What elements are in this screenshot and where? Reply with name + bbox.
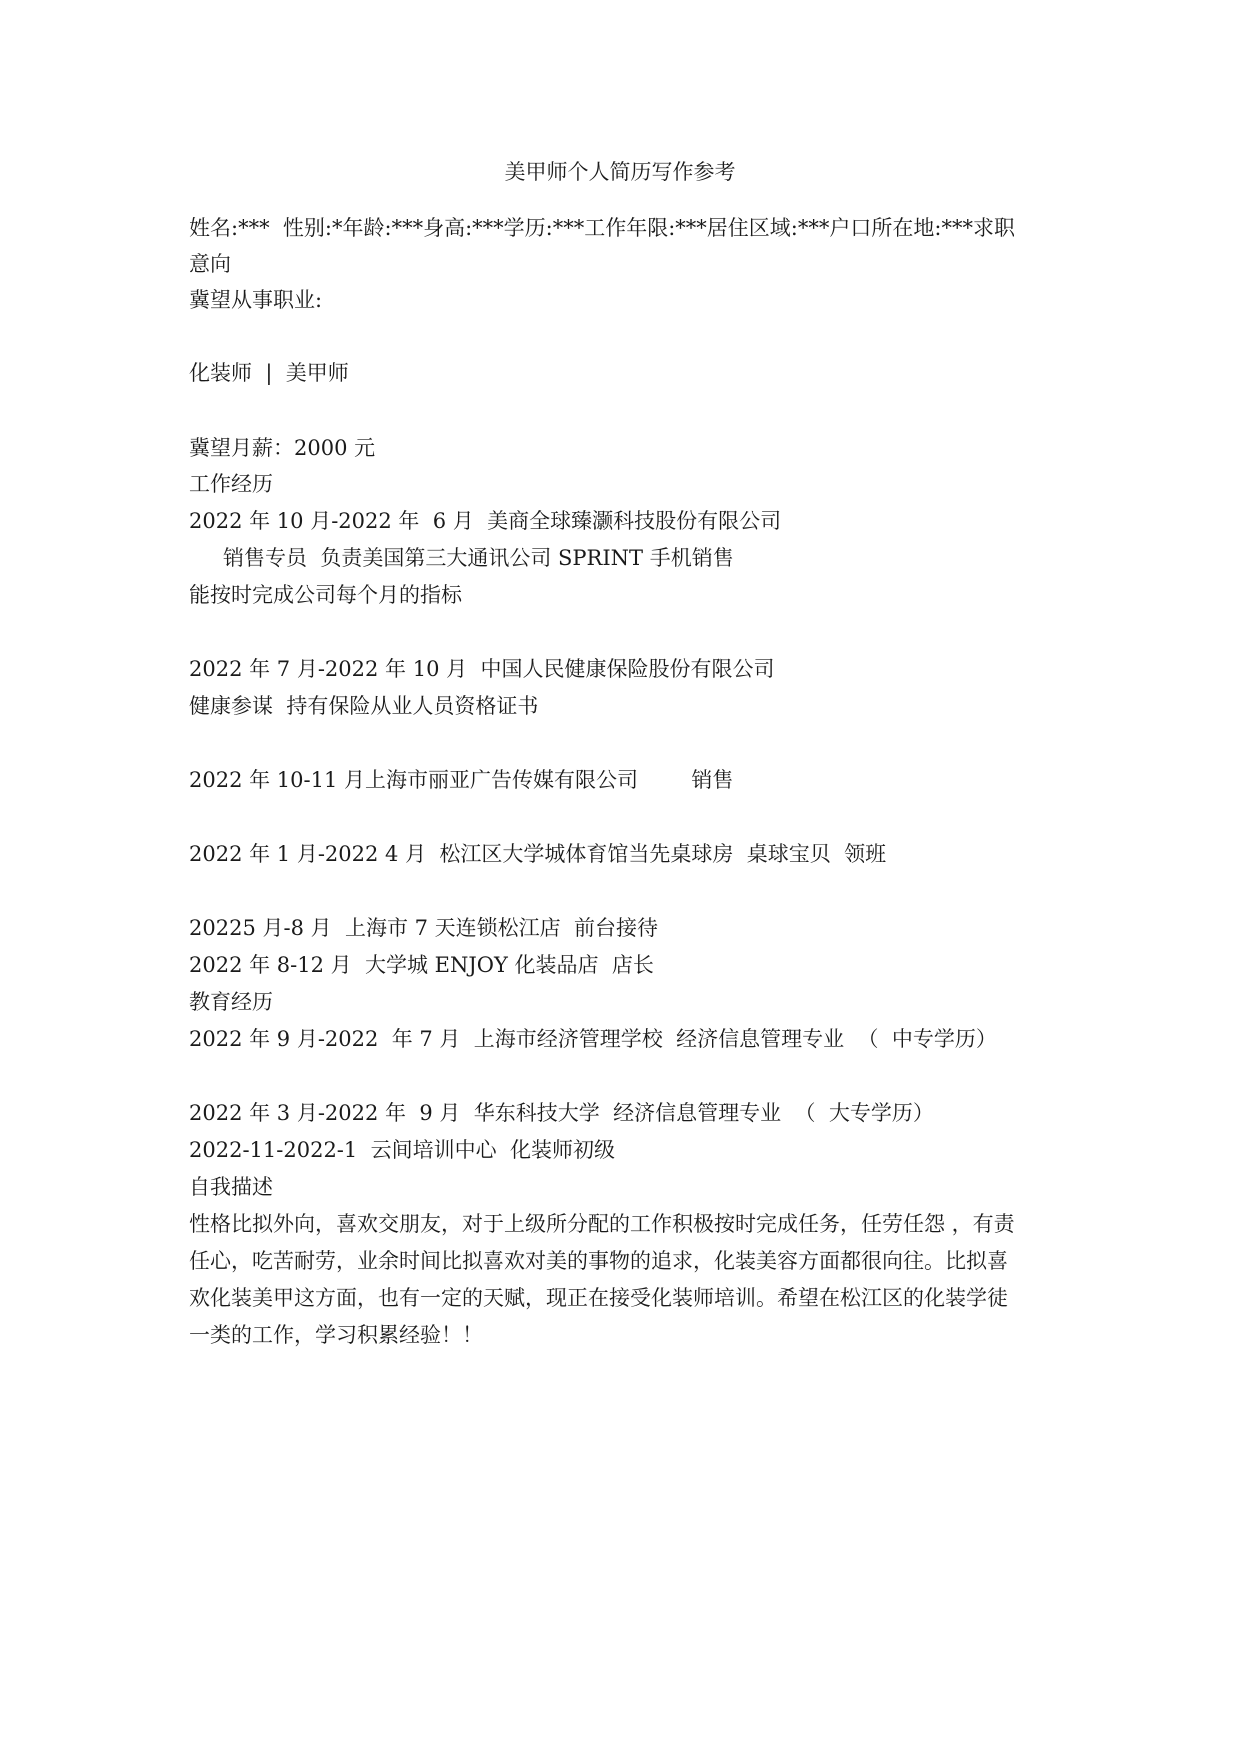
personal-info-line: 姓名:*** 性别:*年龄:***身高:***学历:***工作年限:***居住区域:***户口所在地:***求职	[189, 216, 1015, 240]
self-description-line: 一类的工作，学习积累经验！！	[189, 1323, 483, 1347]
education-entry: 2022-11-2022-1 云间培训中心 化装师初级	[189, 1138, 615, 1162]
work-entry: 2022 年 7 月-2022 年 10 月 中国人民健康保险股份有限公司	[189, 657, 775, 681]
self-description-heading: 自我描述	[189, 1175, 273, 1199]
work-entry: 2022 年 10 月-2022 年 6 月 美商全球臻灏科技股份有限公司	[189, 509, 782, 533]
education-entry: 2022 年 9 月-2022 年 7 月 上海市经济管理学校 经济信息管理专业 （ 中专学历）	[189, 1027, 997, 1051]
education-heading: 教育经历	[189, 990, 273, 1014]
work-entry: 销售专员 负责美国第三大通讯公司 SPRINT 手机销售	[223, 546, 734, 570]
self-description-line: 任心，吃苦耐劳，业余时间比拟喜欢对美的事物的追求，化装美容方面都很向往。比拟喜	[189, 1249, 1008, 1273]
personal-info-line-cont: 意向	[189, 252, 231, 276]
desired-job-value: 化装师 | 美甲师	[189, 361, 349, 385]
work-entry: 能按时完成公司每个月的指标	[189, 583, 462, 607]
work-entry: 2022 年 8-12 月 大学城 ENJOY 化装品店 店长	[189, 953, 654, 977]
work-heading: 工作经历	[189, 472, 273, 496]
desired-job-label: 冀望从事职业:	[189, 288, 323, 312]
self-description-line: 性格比拟外向，喜欢交朋友，对于上级所分配的工作积极按时完成任务，任劳任怨 ，有责	[189, 1212, 1015, 1236]
education-entry: 2022 年 3 月-2022 年 9 月 华东科技大学 经济信息管理专业 （ 大专学历）	[189, 1101, 934, 1125]
work-entry: 健康参谋 持有保险从业人员资格证书	[189, 694, 539, 718]
self-description-line: 欢化装美甲这方面，也有一定的天赋，现正在接受化装师培训。希望在松江区的化装学徒	[189, 1286, 1008, 1310]
desired-salary: 冀望月薪：2000 元	[189, 436, 376, 460]
work-entry: 2022 年 10-11 月上海市丽亚广告传媒有限公司 销售	[189, 768, 734, 792]
work-entry: 20225 月-8 月 上海市 7 天连锁松江店 前台接待	[189, 916, 659, 940]
document-title: 美甲师个人简历写作参考	[504, 160, 736, 184]
work-entry: 2022 年 1 月-2022 4 月 松江区大学城体育馆当先桌球房 桌球宝贝 领班	[189, 842, 887, 866]
